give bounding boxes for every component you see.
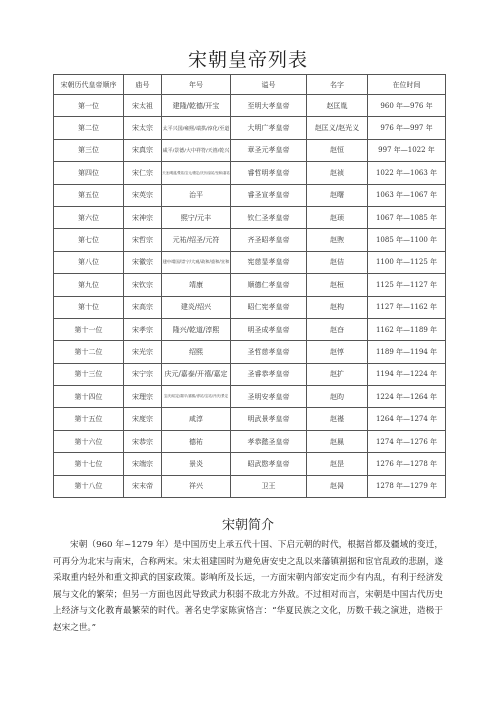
- cell-personal-name: 赵昚: [307, 318, 368, 340]
- cell-reign-period: 1085 年—1100 年: [368, 229, 446, 251]
- cell-posthumous-name: 昭仁宪孝皇帝: [231, 296, 307, 318]
- cell-reign-period: 960 年—976 年: [368, 95, 446, 117]
- cell-temple-name: 宋恭宗: [124, 430, 162, 452]
- cell-order: 第二位: [54, 117, 124, 139]
- cell-temple-name: 宋仁宗: [124, 162, 162, 184]
- cell-posthumous-name: 章圣元孝皇帝: [231, 139, 307, 161]
- cell-era-name: 景炎: [162, 453, 231, 475]
- cell-posthumous-name: 卫王: [231, 475, 307, 497]
- cell-era-name: 德祐: [162, 430, 231, 452]
- cell-reign-period: 1125 年—1127 年: [368, 274, 446, 296]
- intro-body: 宋朝（960 年~1279 年）是中国历史上承五代十国、下启元朝的时代，根据首都及疆域的变迁，可再分为北宋与南宋，合称两宋。宋太祖建国时为避免唐安史之乱以来藩镇割据和宦官乱政的悲剧，遂采取重内轻外和重文抑武的国家政策。影响所及长远，一方面宋朝内部安定而少有内乱，有利于经济发展与文化的繁荣；但另一方面也因此导致武力积弱不敌北方外敌。不过相对而言，宋朝是中国古代历史上经济与文化教育最繁荣的时代。著名史学家陈寅恪言：“华夏民族之文化，历数千载之演进，造极于赵宋之世。”: [53, 540, 443, 633]
- cell-era-name: 元祐/绍圣/元符: [162, 229, 231, 251]
- cell-posthumous-name: 睿哲明孝皇帝: [231, 162, 307, 184]
- cell-reign-period: 1274 年—1276 年: [368, 430, 446, 452]
- cell-personal-name: 赵禥: [307, 408, 368, 430]
- cell-temple-name: 宋末帝: [124, 475, 162, 497]
- cell-temple-name: 宋宁宗: [124, 363, 162, 385]
- cell-order: 第十二位: [54, 341, 124, 363]
- table-row: [54, 453, 446, 475]
- table-row: [54, 229, 446, 251]
- cell-order: 第十七位: [54, 453, 124, 475]
- cell-temple-name: 宋理宗: [124, 386, 162, 408]
- cell-reign-period: 1100 年—1125 年: [368, 251, 446, 273]
- cell-temple-name: 宋太祖: [124, 95, 162, 117]
- cell-posthumous-name: 睿圣宣孝皇帝: [231, 184, 307, 206]
- cell-posthumous-name: 圣睿恭孝皇帝: [231, 363, 307, 385]
- cell-personal-name: 赵煦: [307, 229, 368, 251]
- table-row: [54, 318, 446, 340]
- cell-reign-period: 1127 年—1162 年: [368, 296, 446, 318]
- cell-posthumous-name: 圣哲慈孝皇帝: [231, 341, 307, 363]
- cell-reign-period: 1278 年—1279 年: [368, 475, 446, 497]
- cell-era-name: 建中靖国/崇宁/大观/政和/重和/宣和: [162, 251, 231, 273]
- cell-personal-name: 赵昰: [307, 453, 368, 475]
- table-row: [54, 341, 446, 363]
- cell-order: 第十八位: [54, 475, 124, 497]
- cell-personal-name: 赵匡胤: [307, 95, 368, 117]
- header-posthumous-name: 谥号: [231, 75, 307, 95]
- cell-order: 第十位: [54, 296, 124, 318]
- cell-posthumous-name: 顺德仁孝皇帝: [231, 274, 307, 296]
- header-temple-name: 庙号: [124, 75, 162, 95]
- table-row: [54, 408, 446, 430]
- cell-reign-period: 1022 年—1063 年: [368, 162, 446, 184]
- cell-reign-period: 997 年—1022 年: [368, 139, 446, 161]
- cell-temple-name: 宋太宗: [124, 117, 162, 139]
- header-era-name: 年号: [162, 75, 231, 95]
- cell-era-name: 靖康: [162, 274, 231, 296]
- cell-order: 第五位: [54, 184, 124, 206]
- cell-temple-name: 宋钦宗: [124, 274, 162, 296]
- cell-personal-name: 赵顼: [307, 206, 368, 228]
- cell-posthumous-name: 昭武愍孝皇帝: [231, 453, 307, 475]
- intro-title: 宋朝简介: [221, 518, 274, 533]
- cell-personal-name: 赵恒: [307, 139, 368, 161]
- cell-posthumous-name: 圣明安孝皇帝: [231, 386, 307, 408]
- cell-order: 第十三位: [54, 363, 124, 385]
- cell-temple-name: 宋端宗: [124, 453, 162, 475]
- header-personal-name: 名字: [307, 75, 368, 95]
- cell-temple-name: 宋度宗: [124, 408, 162, 430]
- cell-era-name: 治平: [162, 184, 231, 206]
- table-row: [54, 430, 446, 452]
- table-row: [54, 363, 446, 385]
- table-row: [54, 251, 446, 273]
- cell-personal-name: 赵佶: [307, 251, 368, 273]
- table-row: [54, 162, 446, 184]
- cell-personal-name: 赵匡义/赵光义: [307, 117, 368, 139]
- cell-posthumous-name: 齐圣昭孝皇帝: [231, 229, 307, 251]
- cell-order: 第八位: [54, 251, 124, 273]
- cell-personal-name: 赵曙: [307, 184, 368, 206]
- cell-order: 第十六位: [54, 430, 124, 452]
- cell-order: 第三位: [54, 139, 124, 161]
- table-header-row: [54, 75, 446, 95]
- cell-reign-period: 1162 年—1189 年: [368, 318, 446, 340]
- table-row: [54, 274, 446, 296]
- table-row: [54, 296, 446, 318]
- table-row: [54, 475, 446, 497]
- table-row: [54, 139, 446, 161]
- table-row: [54, 184, 446, 206]
- cell-personal-name: 赵昀: [307, 386, 368, 408]
- cell-personal-name: 赵㬎: [307, 430, 368, 452]
- cell-personal-name: 赵构: [307, 296, 368, 318]
- cell-personal-name: 赵桓: [307, 274, 368, 296]
- cell-order: 第一位: [54, 95, 124, 117]
- cell-reign-period: 1189 年—1194 年: [368, 341, 446, 363]
- cell-order: 第十五位: [54, 408, 124, 430]
- cell-era-name: 咸淳: [162, 408, 231, 430]
- cell-reign-period: 1264 年—1274 年: [368, 408, 446, 430]
- cell-posthumous-name: 明圣成孝皇帝: [231, 318, 307, 340]
- header-reign-period: 在位时间: [368, 75, 446, 95]
- cell-reign-period: 1063 年—1067 年: [368, 184, 446, 206]
- cell-reign-period: 1067 年—1085 年: [368, 206, 446, 228]
- cell-temple-name: 宋孝宗: [124, 318, 162, 340]
- cell-era-name: 绍熙: [162, 341, 231, 363]
- cell-era-name: 建隆/乾德/开宝: [162, 95, 231, 117]
- cell-temple-name: 宋真宗: [124, 139, 162, 161]
- cell-era-name: 太平兴国/雍熙/端拱/淳化/至道: [162, 117, 231, 139]
- cell-temple-name: 宋哲宗: [124, 229, 162, 251]
- cell-posthumous-name: 大明广孝皇帝: [231, 117, 307, 139]
- header-order: 宋朝历代皇帝顺序: [54, 75, 124, 95]
- table-row: [54, 95, 446, 117]
- cell-order: 第七位: [54, 229, 124, 251]
- cell-reign-period: 1224 年—1264 年: [368, 386, 446, 408]
- cell-order: 第四位: [54, 162, 124, 184]
- cell-personal-name: 赵扩: [307, 363, 368, 385]
- emperor-table: [53, 74, 446, 498]
- cell-temple-name: 宋神宗: [124, 206, 162, 228]
- cell-era-name: 庆元/嘉泰/开禧/嘉定: [162, 363, 231, 385]
- cell-era-name: 天圣/明道/景祐/宝元/康定/庆历/皇祐/至和/嘉祐: [162, 162, 231, 184]
- cell-personal-name: 赵祯: [307, 162, 368, 184]
- cell-era-name: 祥兴: [162, 475, 231, 497]
- cell-posthumous-name: 至明大孝皇帝: [231, 95, 307, 117]
- cell-order: 第九位: [54, 274, 124, 296]
- table-row: [54, 117, 446, 139]
- cell-temple-name: 宋高宗: [124, 296, 162, 318]
- cell-era-name: 隆兴/乾道/淳熙: [162, 318, 231, 340]
- cell-temple-name: 宋徽宗: [124, 251, 162, 273]
- cell-era-name: 建炎/绍兴: [162, 296, 231, 318]
- cell-era-name: 熙宁/元丰: [162, 206, 231, 228]
- cell-era-name: 宝庆/绍定/端平/嘉熙/淳祐/宝祐/开庆/景定: [162, 386, 231, 408]
- cell-posthumous-name: 宪慈显孝皇帝: [231, 251, 307, 273]
- cell-era-name: 咸平/景德/大中祥符/天禧/乾兴: [162, 139, 231, 161]
- cell-personal-name: 赵昺: [307, 475, 368, 497]
- cell-personal-name: 赵惇: [307, 341, 368, 363]
- table-row: [54, 386, 446, 408]
- cell-order: 第六位: [54, 206, 124, 228]
- cell-order: 第十四位: [54, 386, 124, 408]
- cell-reign-period: 1276 年—1278 年: [368, 453, 446, 475]
- cell-posthumous-name: 明武景孝皇帝: [231, 408, 307, 430]
- cell-temple-name: 宋光宗: [124, 341, 162, 363]
- cell-posthumous-name: 孝恭懿圣皇帝: [231, 430, 307, 452]
- cell-order: 第十一位: [54, 318, 124, 340]
- cell-reign-period: 976 年—997 年: [368, 117, 446, 139]
- cell-reign-period: 1194 年—1224 年: [368, 363, 446, 385]
- table-row: [54, 206, 446, 228]
- page-title: 宋朝皇帝列表: [187, 49, 308, 71]
- cell-posthumous-name: 钦仁圣孝皇帝: [231, 206, 307, 228]
- cell-temple-name: 宋英宗: [124, 184, 162, 206]
